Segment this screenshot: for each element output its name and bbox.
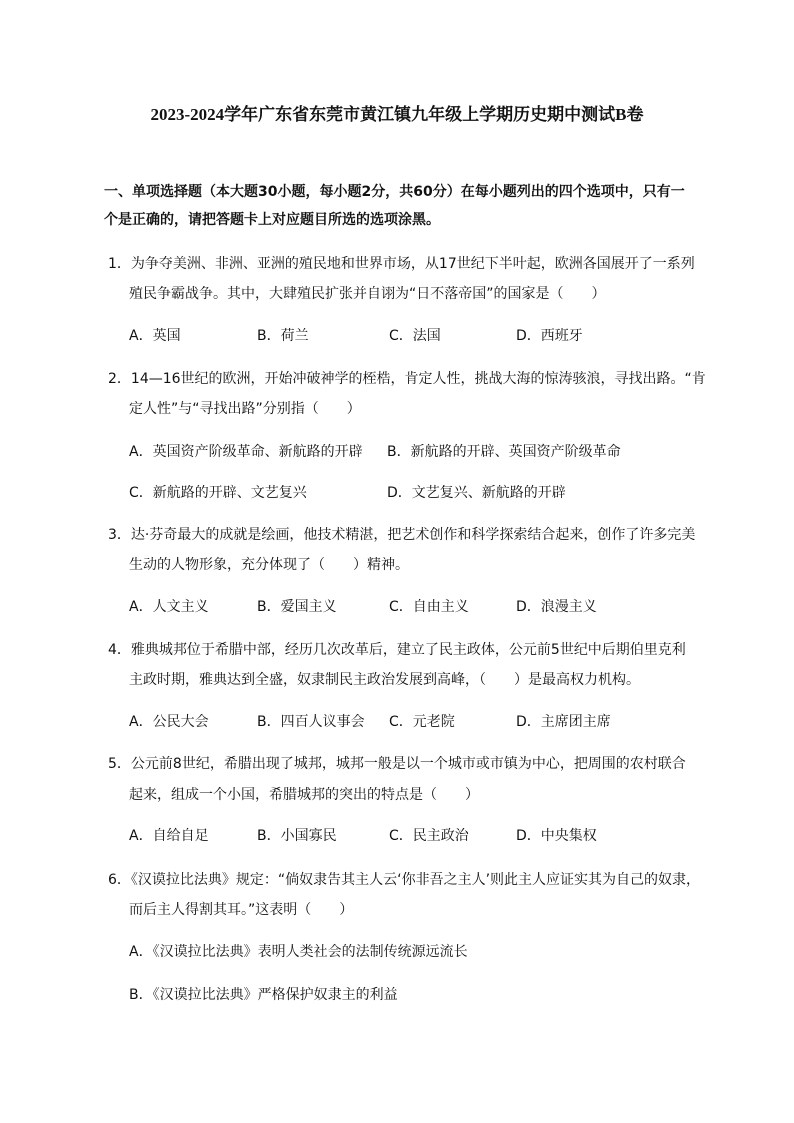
question-6-line-2: 而后主人得割其耳。”这表明（ ） [129,902,354,918]
question-3-option-b[interactable]: B．爱国主义 [257,599,337,615]
question-1-line-2: 殖民争霸战争。其中，大肆殖民扩张并自诩为“日不落帝国”的国家是（ ） [129,286,606,302]
question-3-line-2: 生动的人物形象，充分体现了（ ）精神。 [129,557,409,573]
question-5-line-2: 起来，组成一个小国，希腊城邦的突出的特点是（ ） [129,787,479,803]
question-3-option-c[interactable]: C．自由主义 [389,599,469,615]
question-2-line-2: 定人性”与“寻找出路”分别指（ ） [129,401,361,417]
question-4-option-a[interactable]: A．公民大会 [129,714,209,730]
question-5-option-b[interactable]: B．小国寡民 [257,828,337,844]
question-6-option-a[interactable]: A．《汉谟拉比法典》表明人类社会的法制传统源远流长 [129,944,468,960]
question-5-option-d[interactable]: D．中央集权 [516,828,597,844]
question-4-line-2: 主政时期，雅典达到全盛，奴隶制民主政治发展到高峰，（ ）是最高权力机构。 [129,672,640,688]
question-2-line-1: 2．14—16世纪的欧洲，开始冲破神学的桎梏，肯定人性，挑战大海的惊涛骇浪，寻找出路。“肯 [108,371,706,387]
exam-title: 2023-2024学年广东省东莞市黄江镇九年级上学期历史期中测试B卷 [150,105,644,124]
question-6-option-b[interactable]: B．《汉谟拉比法典》严格保护奴隶主的利益 [129,987,398,1003]
question-6-line-1: 6．《汉谟拉比法典》规定：“倘奴隶告其主人云‘你非吾之主人’则此主人应证实其为自己的奴隶， [108,872,701,888]
section-instruction-line-2: 个是正确的，请把答题卡上对应题目所选的选项涂黑。 [104,212,440,228]
question-3-line-1: 3．达·芬奇最大的成就是绘画，他技术精湛，把艺术创作和科学探索结合起来，创作了许多完美 [108,527,696,543]
question-4-option-d[interactable]: D．主席团主席 [516,714,611,730]
question-3-option-d[interactable]: D．浪漫主义 [516,599,597,615]
question-1-option-d[interactable]: D．西班牙 [516,328,583,344]
question-4-option-c[interactable]: C．元老院 [389,714,455,730]
question-2-option-a[interactable]: A．英国资产阶级革命、新航路的开辟 [129,444,363,460]
question-5-option-a[interactable]: A．自给自足 [129,828,209,844]
question-4-line-1: 4．雅典城邦位于希腊中部，经历几次改革后，建立了民主政体，公元前5世纪中后期伯里克利 [108,642,686,658]
question-3-option-a[interactable]: A．人文主义 [129,599,209,615]
question-2-option-b[interactable]: B．新航路的开辟、英国资产阶级革命 [387,444,621,460]
question-2-option-d[interactable]: D．文艺复兴、新航路的开辟 [387,485,566,501]
section-instruction-line-1: 一、单项选择题（本大题30小题，每小题2分，共60分）在每小题列出的四个选项中，只有一 [104,184,685,200]
question-1-line-1: 1．为争夺美洲、非洲、亚洲的殖民地和世界市场，从17世纪下半叶起，欧洲各国展开了一系列 [108,256,695,272]
question-1-option-a[interactable]: A．英国 [129,328,181,344]
question-1-option-b[interactable]: B．荷兰 [257,328,309,344]
question-5-line-1: 5．公元前8世纪，希腊出现了城邦，城邦一般是以一个城市或市镇为中心，把周围的农村联合 [108,756,686,772]
question-4-option-b[interactable]: B．四百人议事会 [257,714,365,730]
question-1-option-c[interactable]: C．法国 [389,328,441,344]
question-5-option-c[interactable]: C．民主政治 [389,828,469,844]
question-2-option-c[interactable]: C．新航路的开辟、文艺复兴 [129,485,307,501]
